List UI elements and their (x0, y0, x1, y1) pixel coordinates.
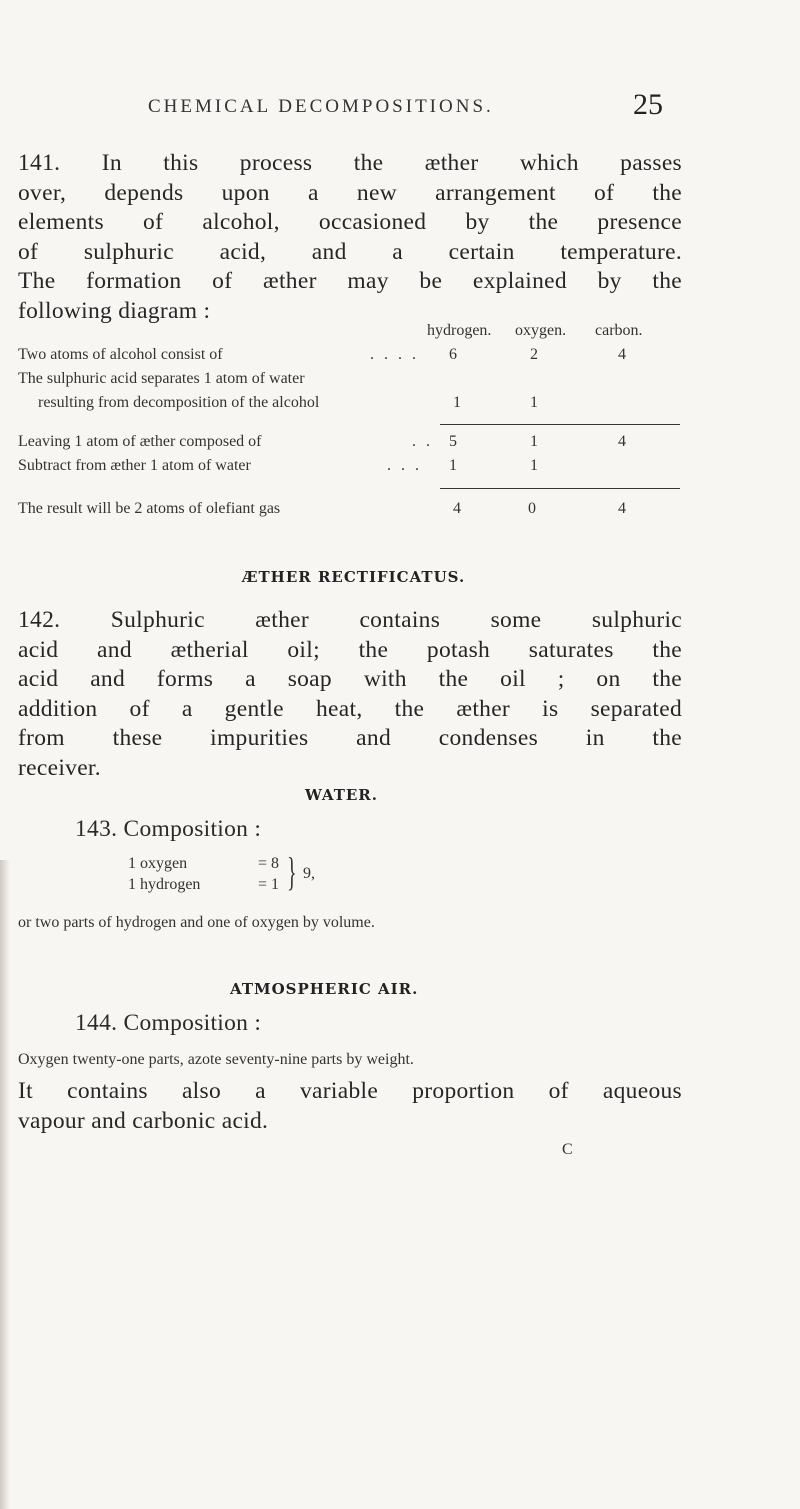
paragraph-141 (18, 149, 682, 326)
text-line: following diagram : (18, 297, 211, 324)
diagram-value-hydrogen: 4 (453, 500, 461, 517)
air-composition-intro: 144. Composition : (75, 1010, 262, 1036)
diagram-value-oxygen: 2 (530, 346, 538, 363)
diagram-row-leader: . . . (387, 457, 422, 474)
section-heading-aether: ÆTHER RECTIFICATUS. (242, 568, 466, 586)
diagram-value-carbon: 4 (618, 500, 626, 517)
text-line: elements of alcohol, occasioned by the presence (18, 209, 682, 235)
water-item-value: = 1 (258, 876, 280, 893)
diagram-value-hydrogen: 1 (449, 457, 457, 474)
diagram-value-oxygen: 1 (530, 457, 538, 474)
section-heading-water: WATER. (305, 786, 378, 804)
text-line: vapour and carbonic acid. (18, 1107, 269, 1134)
text-line: from these impurities and condenses in the (18, 725, 682, 751)
water-item-name: 1 hydrogen (128, 876, 201, 893)
running-head: CHEMICAL DECOMPOSITIONS. (148, 96, 494, 117)
column-header-hydrogen: hydrogen. (427, 322, 492, 339)
diagram-row-leader: . . (412, 433, 433, 450)
diagram-value-carbon: 4 (618, 346, 626, 363)
diagram-row-leader: . . . . (370, 346, 419, 363)
signature-mark: C (562, 1141, 573, 1158)
diagram-row-label: The result will be 2 atoms of olefiant gas (18, 500, 281, 517)
diagram-row-label: Subtract from æther 1 atom of water (18, 457, 251, 474)
text-line: 142. Sulphuric æther contains some sulphuric (18, 607, 682, 633)
column-header-carbon: carbon. (595, 322, 643, 339)
water-volume-note: or two parts of hydrogen and one of oxygen by volume. (18, 914, 375, 931)
brace-icon: } (287, 849, 297, 894)
text-line: The formation of æther may be explained by the (18, 268, 682, 294)
page-number: 25 (633, 88, 663, 121)
page-edge-shadow (0, 860, 10, 1509)
diagram-row-label: The sulphuric acid separates 1 atom of water (18, 370, 305, 387)
diagram-rule (440, 488, 680, 489)
water-item-name: 1 oxygen (128, 855, 188, 872)
diagram-rule (440, 424, 680, 425)
column-header-oxygen: oxygen. (515, 322, 567, 339)
diagram-row-label: resulting from decomposition of the alcohol (38, 394, 320, 411)
diagram-row-label: Leaving 1 atom of æther composed of (18, 433, 262, 450)
diagram-value-hydrogen: 5 (449, 433, 457, 450)
text-line: addition of a gentle heat, the æther is separated (18, 695, 682, 722)
text-line: acid and forms a soap with the oil ; on the (18, 666, 682, 692)
diagram-value-oxygen: 1 (530, 433, 538, 450)
text-line: of sulphuric acid, and a certain temperature. (18, 238, 682, 265)
text-line: receiver. (18, 754, 101, 781)
water-composition-intro: 143. Composition : (75, 816, 262, 842)
diagram-value-oxygen: 0 (528, 500, 536, 517)
paragraph-144 (18, 1077, 682, 1136)
text-line: It contains also a variable proportion of aqueous (18, 1078, 682, 1104)
text-line: 141. In this process the æther which passes (18, 150, 682, 176)
water-item-value: = 8 (258, 855, 280, 872)
paragraph-142 (18, 606, 682, 783)
diagram-value-hydrogen: 1 (453, 394, 461, 411)
air-composition-detail: Oxygen twenty-one parts, azote seventy-nine parts by weight. (18, 1051, 414, 1068)
diagram-row-label: Two atoms of alcohol consist of (18, 346, 223, 363)
section-heading-air: ATMOSPHERIC AIR. (230, 980, 419, 998)
diagram-value-carbon: 4 (618, 433, 626, 450)
text-line: acid and ætherial oil; the potash saturates the (18, 636, 682, 663)
diagram-value-hydrogen: 6 (449, 346, 457, 363)
diagram-value-oxygen: 1 (530, 394, 538, 411)
text-line: over, depends upon a new arrangement of the (18, 179, 682, 206)
water-total: 9, (303, 865, 315, 882)
